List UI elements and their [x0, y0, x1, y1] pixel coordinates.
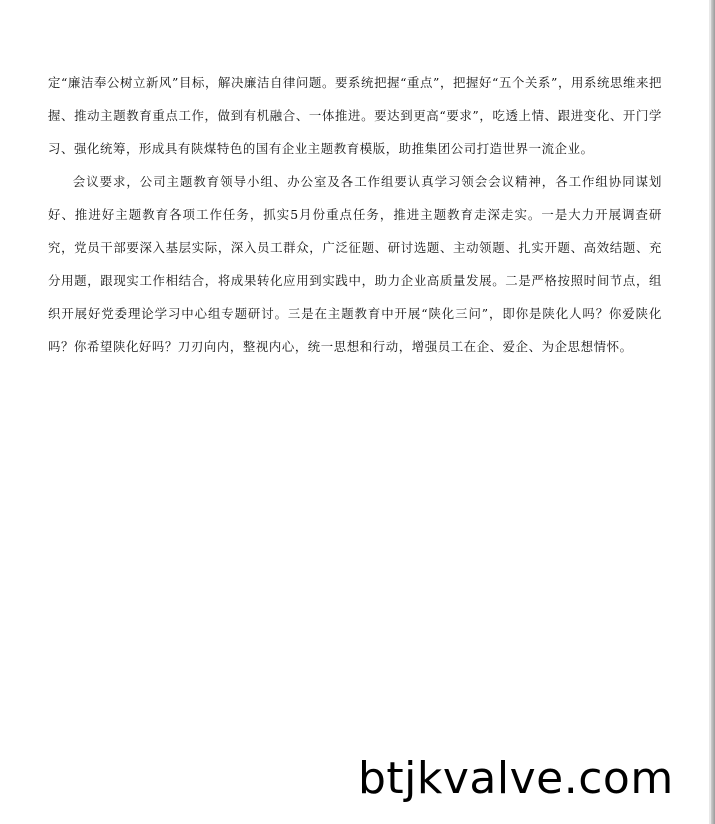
page-right-edge: [711, 0, 715, 824]
paragraph-meeting-requirements: 会议要求，公司主题教育领导小组、办公室及各工作组要认真学习领会会议精神，各工作组协同谋划好、推进好主题教育各项工作任务，抓实5月份重点任务，推进主题教育走深走实。一是大力开展调查研究，党员干部要深入基层实际，深入员工群众，广泛征题、研讨选题、主动领题、扎实开题、高效结题、充分用题，跟现实工作相结合，将成果转化应用到实践中，助力企业高质量发展。二是严格按照时间节点，组织开展好党委理论学习中心组专题研讨。三是在主题教育中开展“陕化三问”，即你是陕化人吗？你爱陕化吗？你希望陕化好吗？刀刃向内，整视内心，统一思想和行动，增强员工在企、爱企、为企思想情怀。: [48, 174, 662, 354]
site-watermark: btjkvalve.com: [358, 753, 674, 804]
paragraph-continued: 定“廉洁奉公树立新风”目标，解决廉洁自律问题。要系统把握“重点”，把握好“五个关系”，用系统思维来把握、推动主题教育重点工作，做到有机融合、一体推进。要达到更高“要求”，吃透上情、跟进变化、开门学习、强化统筹，形成具有陕煤特色的国有企业主题教育模版，助推集团公司打造世界一流企业。: [48, 75, 662, 156]
document-body: [48, 66, 662, 363]
